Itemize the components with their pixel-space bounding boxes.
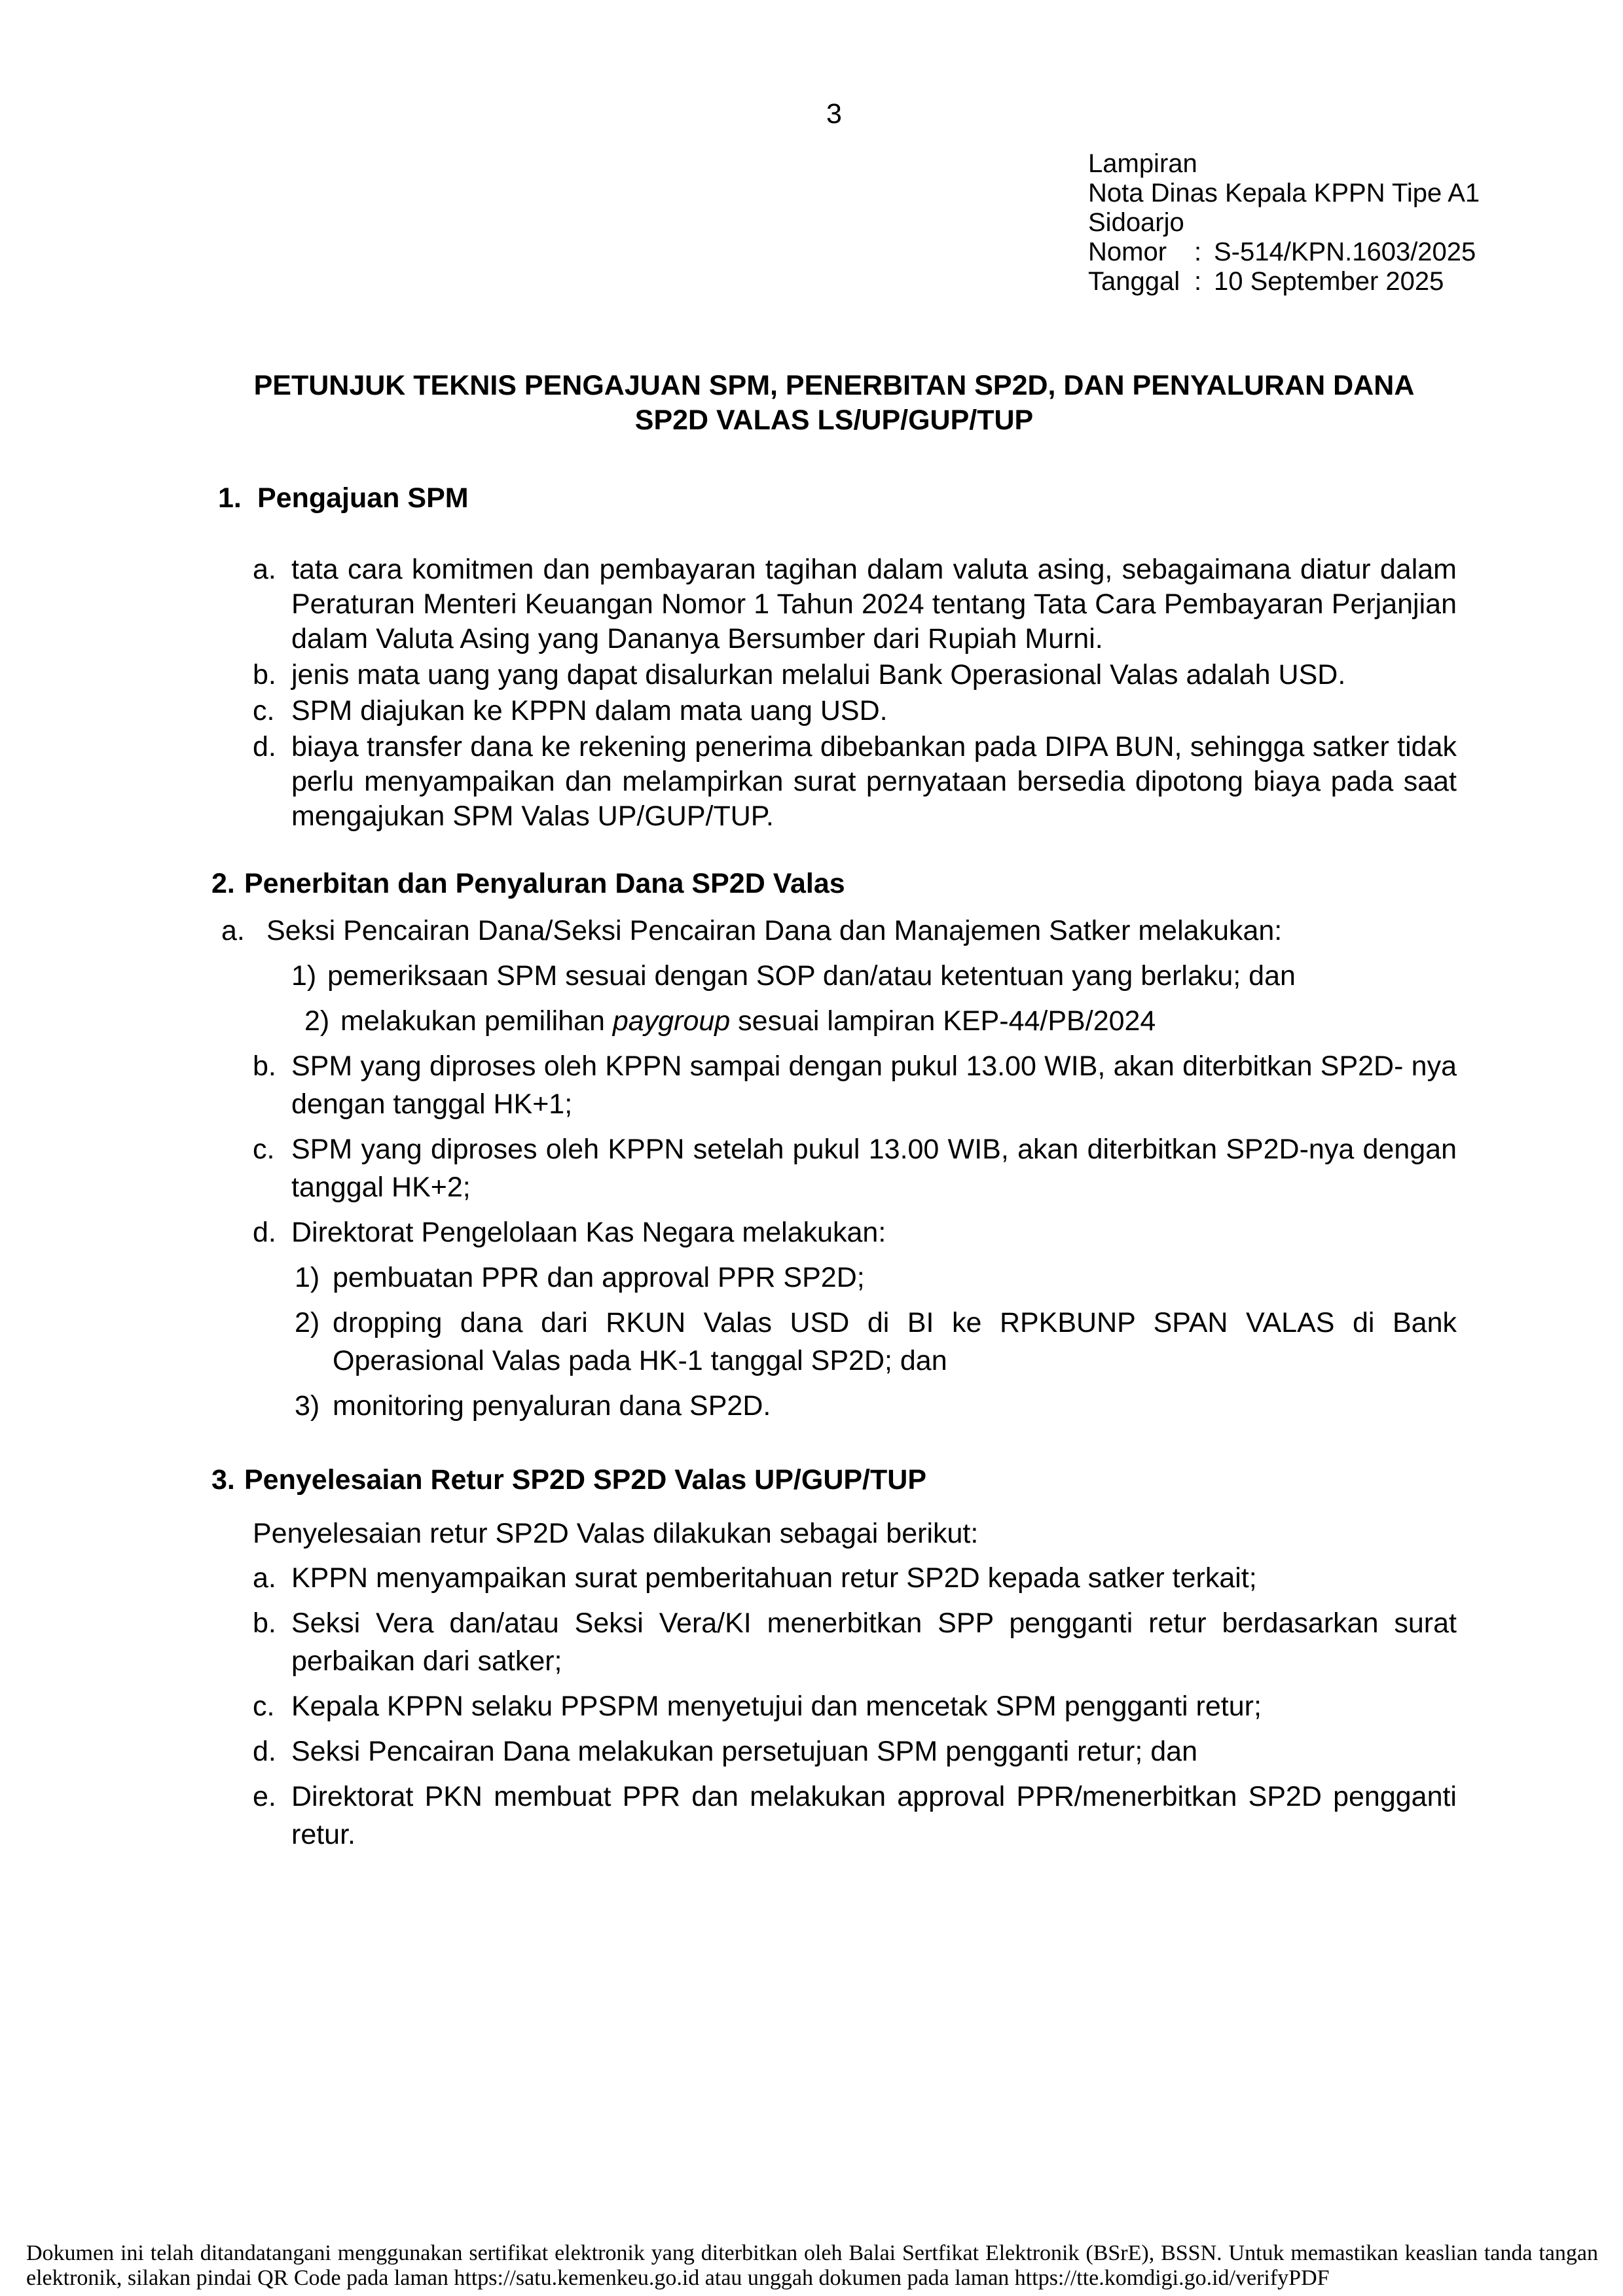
list-subitem	[295, 1259, 1457, 1297]
section-3-heading	[211, 1463, 1457, 1498]
list-item	[253, 1047, 1457, 1123]
section-penerbitan-penyaluran	[211, 867, 1457, 1425]
list-item-marker: 3)	[295, 1390, 320, 1422]
digital-signature-disclaimer: Dokumen ini telah ditandatangani menggunakan sertifikat elektronik yang diterbitkan oleh Balai Sertfikat Elektronik (BSrE), BSSN. Untuk memastikan keaslian tanda tangan elektronik, silakan pindai QR Code pada laman https://satu.kemenkeu.go.id atau unggah dokumen pada laman https://tte.komdigi.go.id/verifyPDF	[26, 2241, 1598, 2290]
nomor-colon: :	[1194, 238, 1202, 266]
list-item-marker: e.	[253, 1781, 276, 1812]
list-item-marker: a.	[253, 554, 276, 585]
list-item-marker: c.	[253, 1691, 275, 1722]
lampiran-block	[1088, 149, 1507, 296]
list-item-text: SPM diajukan ke KPPN dalam mata uang USD.	[291, 695, 888, 726]
list-item-marker: d.	[253, 1736, 276, 1767]
section-3-number: 3.	[211, 1464, 235, 1496]
section-2-title: Penerbitan dan Penyaluran Dana SP2D Valas	[244, 868, 845, 899]
section-2-heading	[211, 867, 1457, 901]
lampiran-label: Lampiran	[1088, 149, 1197, 178]
list-item-marker: c.	[253, 1134, 275, 1165]
document-body	[211, 368, 1457, 1861]
list-item-text: Seksi Pencairan Dana melakukan persetujuan SPM pengganti retur; dan	[291, 1736, 1197, 1767]
list-item-text: biaya transfer dana ke rekening penerima dibebankan pada DIPA BUN, sehingga satker tidak perlu menyampaikan dan melampirkan surat pernyataan bersedia dipotong biaya pada saat mengajukan SPM Valas UP/GUP/TUP.	[291, 731, 1457, 832]
list-item-text: Direktorat Pengelolaan Kas Negara melakukan:	[291, 1217, 886, 1248]
document-title-line1: PETUNJUK TEKNIS PENGAJUAN SPM, PENERBITAN SP2D, DAN PENYALURAN DANA	[253, 370, 1415, 401]
list-item	[221, 912, 1457, 950]
list-item-marker: a.	[221, 915, 245, 946]
lampiran-nomor-row	[1088, 238, 1507, 267]
list-item-text: Direktorat PKN membuat PPR dan melakukan approval PPR/menerbitkan SP2D pengganti retur.	[291, 1781, 1457, 1850]
document-title	[211, 368, 1457, 438]
section-3-intro: Penyelesaian retur SP2D Valas dilakukan sebagai berikut:	[253, 1518, 979, 1549]
section-1-title: Pengajuan SPM	[257, 482, 469, 514]
list-item-marker: b.	[253, 1607, 276, 1639]
list-item-text: Kepala KPPN selaku PPSPM menyetujui dan mencetak SPM pengganti retur;	[291, 1691, 1262, 1722]
italic-term-paygroup: paygroup	[612, 1005, 731, 1037]
list-item	[253, 1604, 1457, 1680]
list-item-marker: d.	[253, 1217, 276, 1248]
lampiran-doc-city: Sidoarjo	[1088, 208, 1184, 237]
list-item	[253, 730, 1457, 834]
list-item-text: dropping dana dari RKUN Valas USD di BI ke RPKBUNP SPAN VALAS di Bank Operasional Valas pada HK-1 tanggal SP2D; dan	[333, 1307, 1457, 1376]
nomor-value: S-514/KPN.1603/2025	[1214, 238, 1476, 266]
list-subitem	[295, 1387, 1457, 1425]
list-item-marker: 2)	[295, 1307, 320, 1338]
tanggal-value: 10 September 2025	[1214, 267, 1444, 296]
tanggal-label: Tanggal	[1088, 267, 1180, 296]
document-title-line2: SP2D VALAS LS/UP/GUP/TUP	[634, 404, 1034, 436]
list-item-marker: b.	[253, 659, 276, 691]
list-item	[253, 552, 1457, 656]
section-2-number: 2.	[211, 868, 235, 899]
list-item	[253, 694, 1457, 728]
list-item	[253, 1732, 1457, 1770]
list-item-text: pembuatan PPR dan approval PPR SP2D;	[333, 1262, 865, 1293]
list-item-text: jenis mata uang yang dapat disalurkan melalui Bank Operasional Valas adalah USD.	[291, 659, 1346, 691]
list-item-text	[340, 1002, 1457, 1040]
lampiran-doc-name: Nota Dinas Kepala KPPN Tipe A1	[1088, 179, 1480, 207]
nomor-label: Nomor	[1088, 238, 1167, 266]
list-item-marker: b.	[253, 1050, 276, 1082]
text-segment: sesuai lampiran KEP-44/PB/2024	[730, 1005, 1156, 1037]
list-subitem	[291, 957, 1457, 995]
section-1-number: 1.	[218, 482, 242, 514]
list-item-text: SPM yang diproses oleh KPPN sampai dengan pukul 13.00 WIB, akan diterbitkan SP2D- nya dengan tanggal HK+1;	[291, 1050, 1457, 1120]
list-item	[253, 658, 1457, 692]
page-number: 3	[826, 98, 842, 130]
text-segment: melakukan pemilihan	[340, 1005, 613, 1037]
section-1-heading	[218, 481, 1457, 516]
list-item-text: monitoring penyaluran dana SP2D.	[333, 1390, 771, 1422]
list-item	[253, 1213, 1457, 1251]
section-penyelesaian-retur	[211, 1463, 1457, 1854]
section-pengajuan-spm	[211, 481, 1457, 834]
list-item-marker: 1)	[291, 960, 317, 992]
list-item-text: Seksi Vera dan/atau Seksi Vera/KI menerbitkan SPP pengganti retur berdasarkan surat perbaikan dari satker;	[291, 1607, 1457, 1677]
list-item-text: KPPN menyampaikan surat pemberitahuan retur SP2D kepada satker terkait;	[291, 1562, 1257, 1594]
list-item	[253, 1687, 1457, 1725]
list-item-text: tata cara komitmen dan pembayaran tagihan dalam valuta asing, sebagaimana diatur dalam Peraturan Menteri Keuangan Nomor 1 Tahun 2024 tentang Tata Cara Pembayaran Perjanjian dalam Valuta Asing yang Dananya Bersumber dari Rupiah Murni.	[291, 554, 1457, 655]
list-item-marker: 2)	[304, 1005, 330, 1037]
list-item-marker: d.	[253, 731, 276, 762]
list-item-text: pemeriksaan SPM sesuai dengan SOP dan/atau ketentuan yang berlaku; dan	[327, 960, 1296, 992]
section-3-title: Penyelesaian Retur SP2D SP2D Valas UP/GUP/TUP	[244, 1464, 926, 1496]
list-item-marker: 1)	[295, 1262, 320, 1293]
list-item-text: SPM yang diproses oleh KPPN setelah pukul 13.00 WIB, akan diterbitkan SP2D-nya dengan tanggal HK+2;	[291, 1134, 1457, 1203]
lampiran-tanggal-row	[1088, 267, 1507, 296]
list-item	[253, 1559, 1457, 1597]
list-subitem	[295, 1304, 1457, 1380]
list-item	[253, 1130, 1457, 1206]
list-item-marker: a.	[253, 1562, 276, 1594]
list-item-text: Seksi Pencairan Dana/Seksi Pencairan Dana dan Manajemen Satker melakukan:	[266, 915, 1283, 946]
list-subitem	[304, 1002, 1457, 1040]
list-item-marker: c.	[253, 695, 275, 726]
tanggal-colon: :	[1194, 267, 1202, 296]
list-item	[253, 1778, 1457, 1854]
